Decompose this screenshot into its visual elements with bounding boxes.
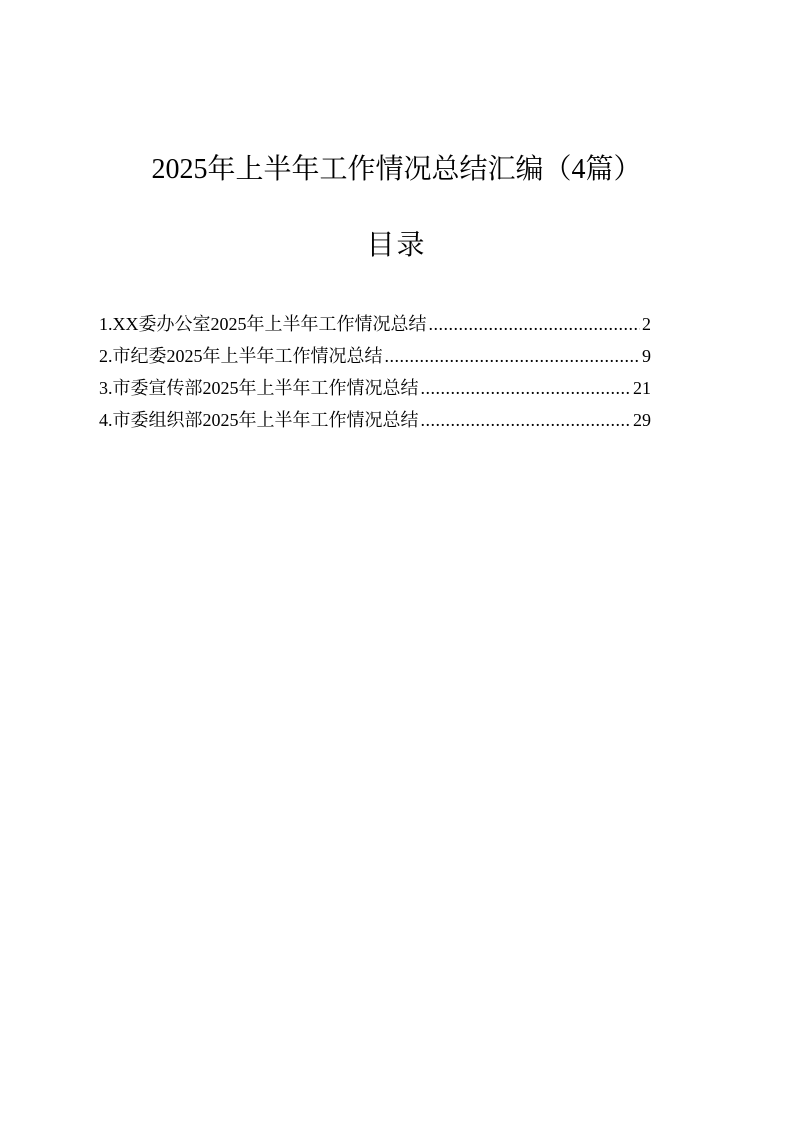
toc-entry-label: 4.市委组织部2025年上半年工作情况总结: [99, 410, 419, 430]
toc-entry-label: 1.XX委办公室2025年上半年工作情况总结: [99, 314, 427, 334]
toc-entry-page: 21: [633, 378, 651, 398]
toc-entry-page: 9: [642, 346, 651, 366]
toc-entry-page: 2: [642, 314, 651, 334]
toc-dot-leader: [385, 340, 641, 372]
toc-dot-leader: [421, 404, 632, 436]
toc-entry[interactable]: [99, 404, 651, 436]
table-of-contents: [99, 308, 651, 436]
document-title: 2025年上半年工作情况总结汇编（4篇）: [151, 154, 642, 185]
toc-entry[interactable]: [99, 340, 651, 372]
toc-entry[interactable]: [99, 308, 651, 340]
toc-entry[interactable]: [99, 372, 651, 404]
toc-heading: 目录: [366, 230, 427, 261]
toc-entry-page: 29: [633, 410, 651, 430]
toc-dot-leader: [429, 308, 641, 340]
toc-dot-leader: [421, 372, 632, 404]
toc-entry-label: 2.市纪委2025年上半年工作情况总结: [99, 346, 383, 366]
toc-entry-label: 3.市委宣传部2025年上半年工作情况总结: [99, 378, 419, 398]
